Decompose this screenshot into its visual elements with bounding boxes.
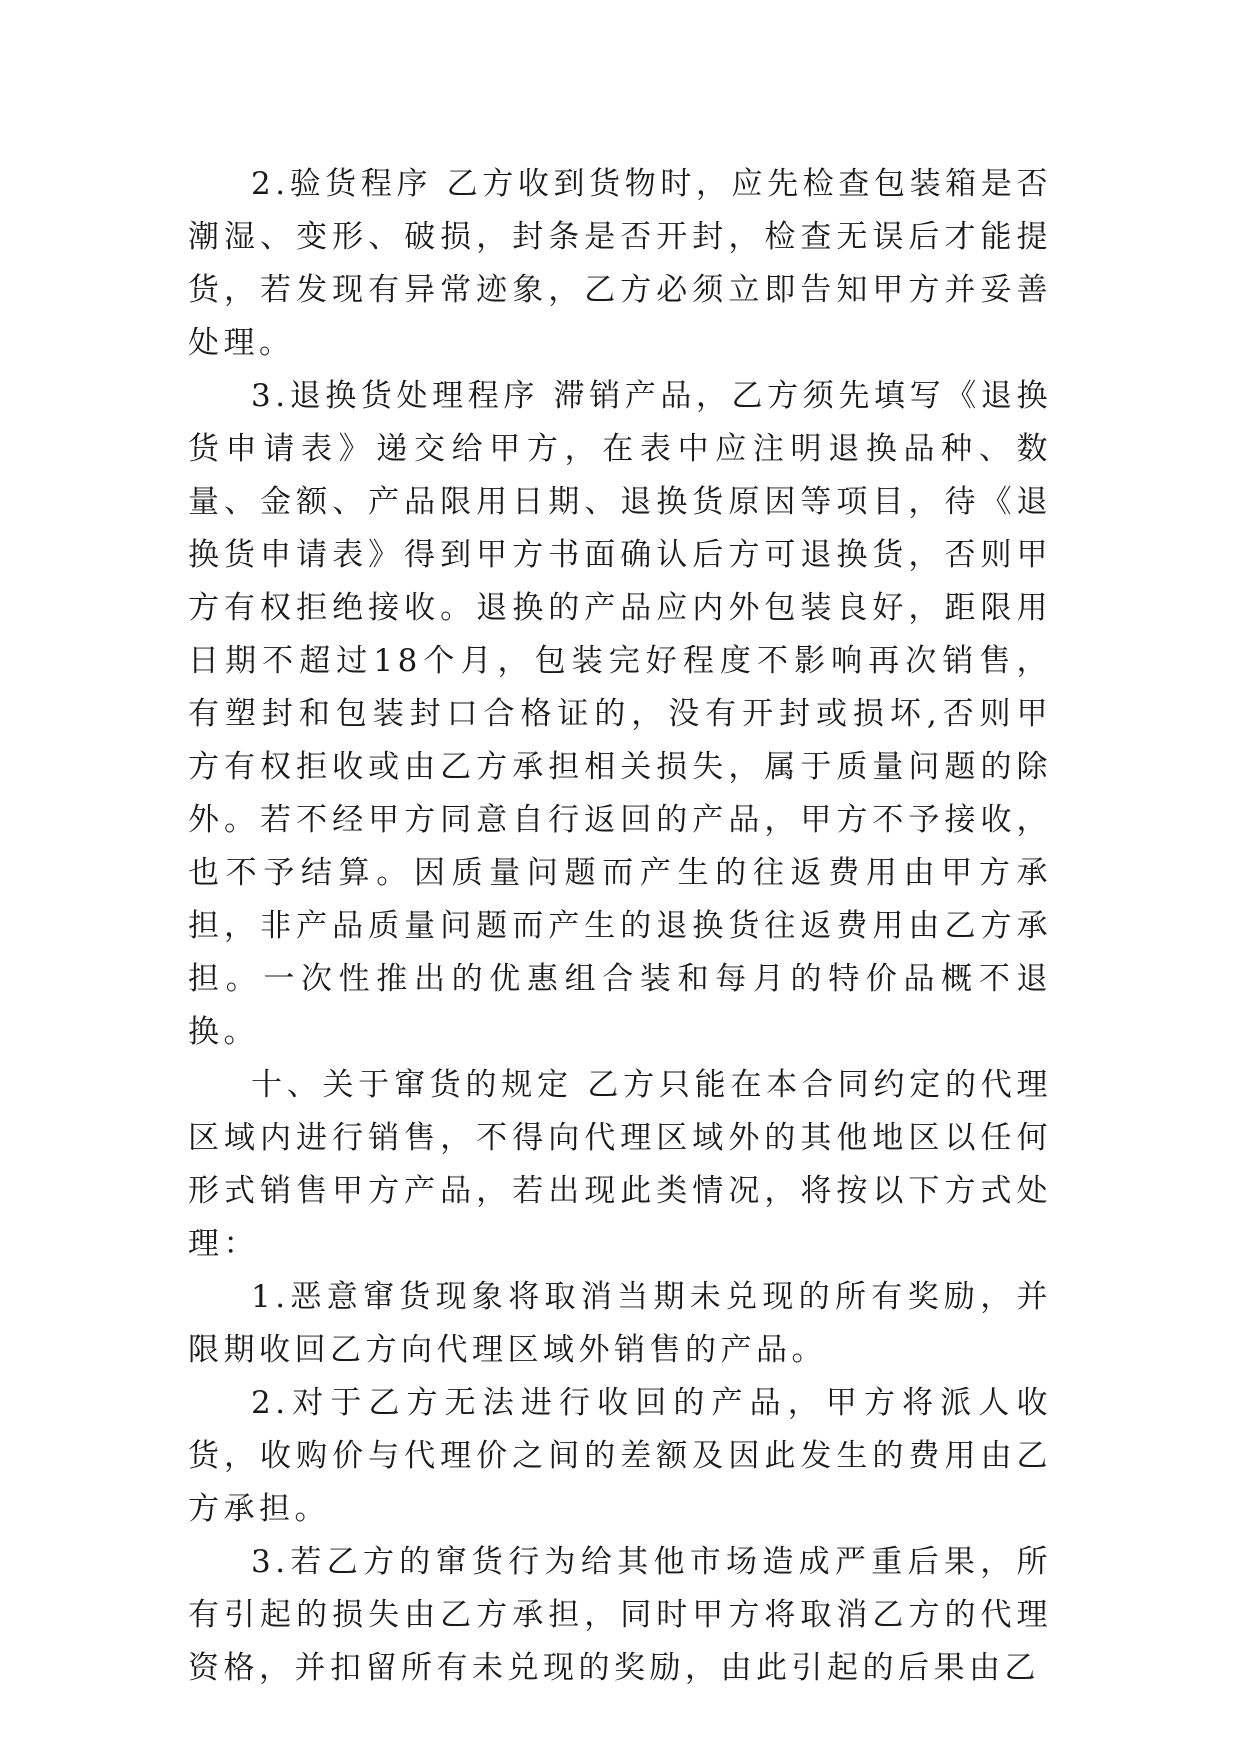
paragraph-rule-3: 3.若乙方的窜货行为给其他市场造成严重后果，所有引起的损失由乙方承担，同时甲方将取消乙方的代理资格，并扣留所有未兑现的奖励，由此引起的后果由乙 — [188, 1544, 1052, 1686]
paragraph-inspection-procedure: 2.验货程序 乙方收到货物时，应先检查包装箱是否潮湿、变形、破损，封条是否开封，检查无误后才能提货，若发现有异常迹象，乙方必须立即告知甲方并妥善处理。 — [188, 166, 1052, 361]
paragraph-rule-2: 2.对于乙方无法进行收回的产品，甲方将派人收货，收购价与代理价之间的差额及因此发生的费用由乙方承担。 — [188, 1385, 1052, 1527]
paragraph-cross-region-sales-rules: 十、关于窜货的规定 乙方只能在本合同约定的代理区域内进行销售，不得向代理区域外的其他地区以任何形式销售甲方产品，若出现此类情况，将按以下方式处理： — [188, 1067, 1052, 1262]
paragraph-return-exchange-procedure: 3.退换货处理程序 滞销产品，乙方须先填写《退换货申请表》递交给甲方，在表中应注明退换品种、数量、金额、产品限用日期、退换货原因等项目，待《退换货申请表》得到甲方书面确认后方可退换货，否则甲方有权拒绝接收。退换的产品应内外包装良好，距限用日期不超过18个月，包装完好程度不影响再次销售，有塑封和包装封口合格证的，没有开封或损坏,否则甲方有权拒收或由乙方承担相关损失，属于质量问题的除外。若不经甲方同意自行返回的产品，甲方不予接收，也不予结算。因质量问题而产生的往返费用由甲方承担，非产品质量问题而产生的退换货往返费用由乙方承担。一次性推出的优惠组合装和每月的特价品概不退换。 — [188, 378, 1052, 1050]
document-body — [188, 158, 1052, 1695]
paragraph-rule-1: 1.恶意窜货现象将取消当期未兑现的所有奖励，并限期收回乙方向代理区域外销售的产品。 — [188, 1279, 1052, 1368]
